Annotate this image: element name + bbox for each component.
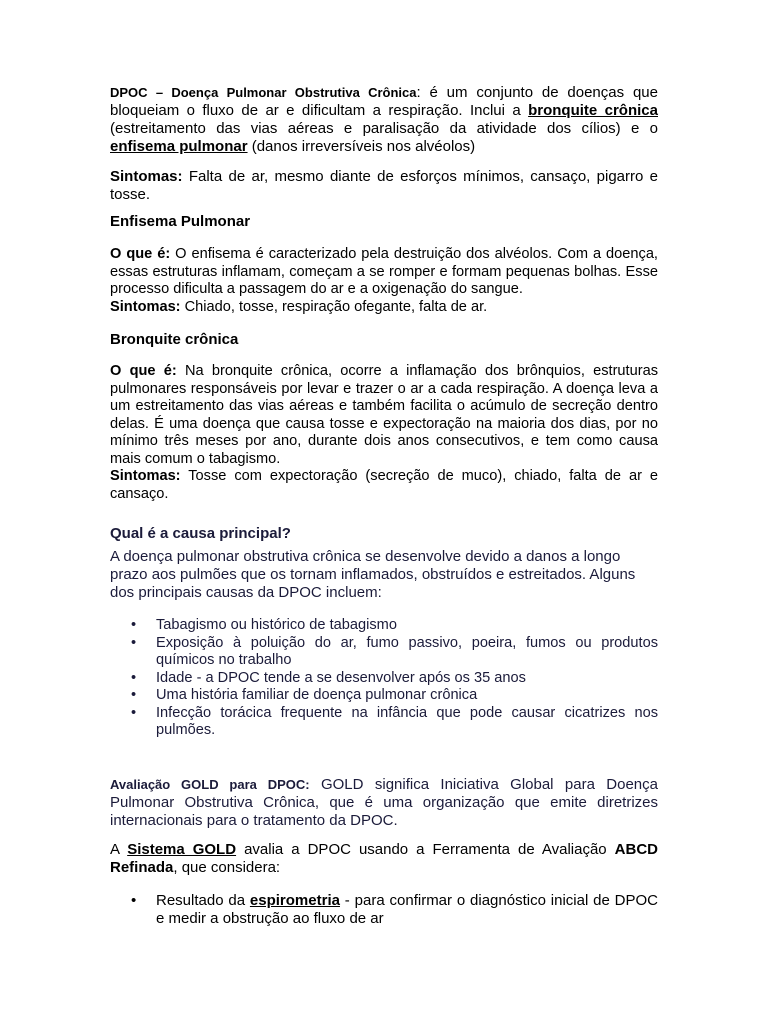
list-item: • Idade - a DPOC tende a se desenvolver após os 35 anos (110, 670, 658, 688)
list-item: • Infecção torácica frequente na infância que pode causar cicatrizes nos pulmões. (110, 705, 658, 740)
enfisema-heading: Enfisema Pulmonar (110, 213, 251, 230)
causa-heading-block (110, 525, 658, 543)
enfisema-sintomas-paragraph: Sintomas: Chiado, tosse, respiração ofegante, falta de ar. (110, 298, 488, 315)
gold-label: Avaliação GOLD para DPOC: (110, 777, 310, 792)
list-item: • Tabagismo ou histórico de tabagismo (110, 617, 658, 635)
causa-section (110, 548, 658, 602)
bronquite-heading-block (110, 331, 658, 349)
bronquite-section (110, 363, 658, 503)
intro-section (110, 84, 658, 156)
gold-section (110, 776, 658, 830)
enfisema-link[interactable]: enfisema pulmonar (110, 138, 248, 155)
sistema-gold-section (110, 841, 658, 877)
causa-list-block (110, 617, 658, 740)
enfisema-section (110, 246, 658, 316)
sintomas-dpoc (110, 168, 658, 204)
intro-paragraph: DPOC – Doença Pulmonar Obstrutiva Crônica: é um conjunto de doenças que bloqueiam o fluxo de ar e dificultam a respiração. Inclui a bronquite crônica (estreitamento das vias aéreas e paralisação da atividade dos cílios) e o enfisema pulmonar (danos irreversíveis nos alvéolos) (110, 84, 658, 155)
list-item: • Resultado da espirometria - para confirmar o diagnóstico inicial de DPOC e medir a obstrução ao fluxo de ar (110, 892, 658, 928)
gold-list (110, 892, 658, 928)
sintomas-dpoc-paragraph: Sintomas: Falta de ar, mesmo diante de esforços mínimos, cansaço, pigarro e tosse. (110, 168, 658, 203)
causa-paragraph: A doença pulmonar obstrutiva crônica se desenvolve devido a danos a longo prazo aos pulmões que os tornam inflamados, obstruídos e estreitados. Alguns dos principais causas da DPOC incluem: (110, 548, 636, 601)
list-item: • Exposição à poluição do ar, fumo passivo, poeira, fumos ou produtos químicos no trabalho (110, 635, 658, 670)
abcd-refinada: ABCD Refinada (110, 841, 658, 876)
enfisema-heading-block (110, 213, 658, 231)
sistema-gold-link[interactable]: Sistema GOLD (127, 841, 237, 858)
gold-paragraph: Avaliação GOLD para DPOC: GOLD significa Iniciativa Global para Doença Pulmonar Obstrutiva Crônica, que é uma organização que emite diretrizes internacionais para o tratamento da DPOC. (110, 776, 658, 829)
dpoc-term: DPOC – Doença Pulmonar Obstrutiva Crônica (110, 85, 417, 100)
causa-list (110, 617, 658, 740)
bronquite-sintomas-paragraph: Sintomas: Tosse com expectoração (secreção de muco), chiado, falta de ar e cansaço. (110, 468, 658, 502)
bronquite-oque-paragraph: O que é: Na bronquite crônica, ocorre a inflamação dos brônquios, estruturas pulmonares responsáveis por levar e trazer o ar a cada respiração. A doença leva a um estreitamento das vias aéreas e também facilita o acúmulo de secreção dentro delas. É uma doença que causa tosse e expectoração na maioria dos dias, por no mínimo três meses por ano, durante dois anos consecutivos, e tem como causa mais comum o tabagismo. (110, 363, 658, 467)
list-item: • Uma história familiar de doença pulmonar crônica (110, 687, 658, 705)
causa-heading: Qual é a causa principal? (110, 525, 291, 542)
espirometria-link[interactable]: espirometria (249, 892, 340, 909)
gold-list-block (110, 892, 658, 928)
sistema-gold-paragraph: A Sistema GOLD avalia a DPOC usando a Ferramenta de Avaliação ABCD Refinada, que considera: (110, 841, 658, 876)
bronquite-heading: Bronquite crônica (110, 331, 239, 348)
bronquite-link[interactable]: bronquite crônica (528, 102, 658, 119)
enfisema-oque-paragraph: O que é: O enfisema é caracterizado pela destruição dos alvéolos. Com a doença, essas estruturas inflamam, começam a se romper e formam pequenas bolhas. Esse processo dificulta a passagem do ar e a oxigenação do sangue. (110, 246, 658, 297)
